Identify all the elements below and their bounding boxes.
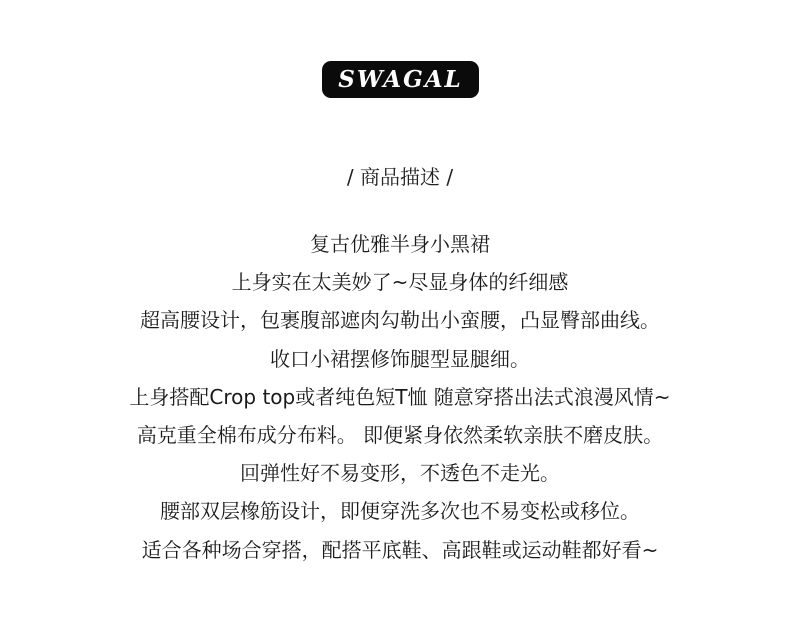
section-title: / 商品描述 / <box>346 165 454 189</box>
product-description <box>0 225 800 569</box>
description-line: 适合各种场合穿搭，配搭平底鞋、高跟鞋或运动鞋都好看~ <box>141 537 659 562</box>
description-line: 回弹性好不易变形，不透色不走光。 <box>240 461 560 486</box>
description-line: 收口小裙摆修饰腿型显腿细。 <box>270 346 530 371</box>
description-line: 超高腰设计，包裹腹部遮肉勾勒出小蛮腰，凸显臀部曲线。 <box>140 308 660 333</box>
description-line: 高克重全棉布成分布料。 即便紧身依然柔软亲肤不磨皮肤。 <box>136 422 664 447</box>
brand-logo-text: SWAGAL <box>338 66 463 93</box>
description-line: 上身搭配Crop top或者纯色短T恤 随意穿搭出法式浪漫风情~ <box>129 384 671 409</box>
description-line: 上身实在太美妙了~尽显身体的纤细感 <box>231 270 569 295</box>
description-line: 腰部双层橡筋设计，即便穿洗多次也不易变松或移位。 <box>160 499 640 524</box>
brand-logo-badge <box>322 61 479 98</box>
description-line: 复古优雅半身小黑裙 <box>310 232 490 256</box>
